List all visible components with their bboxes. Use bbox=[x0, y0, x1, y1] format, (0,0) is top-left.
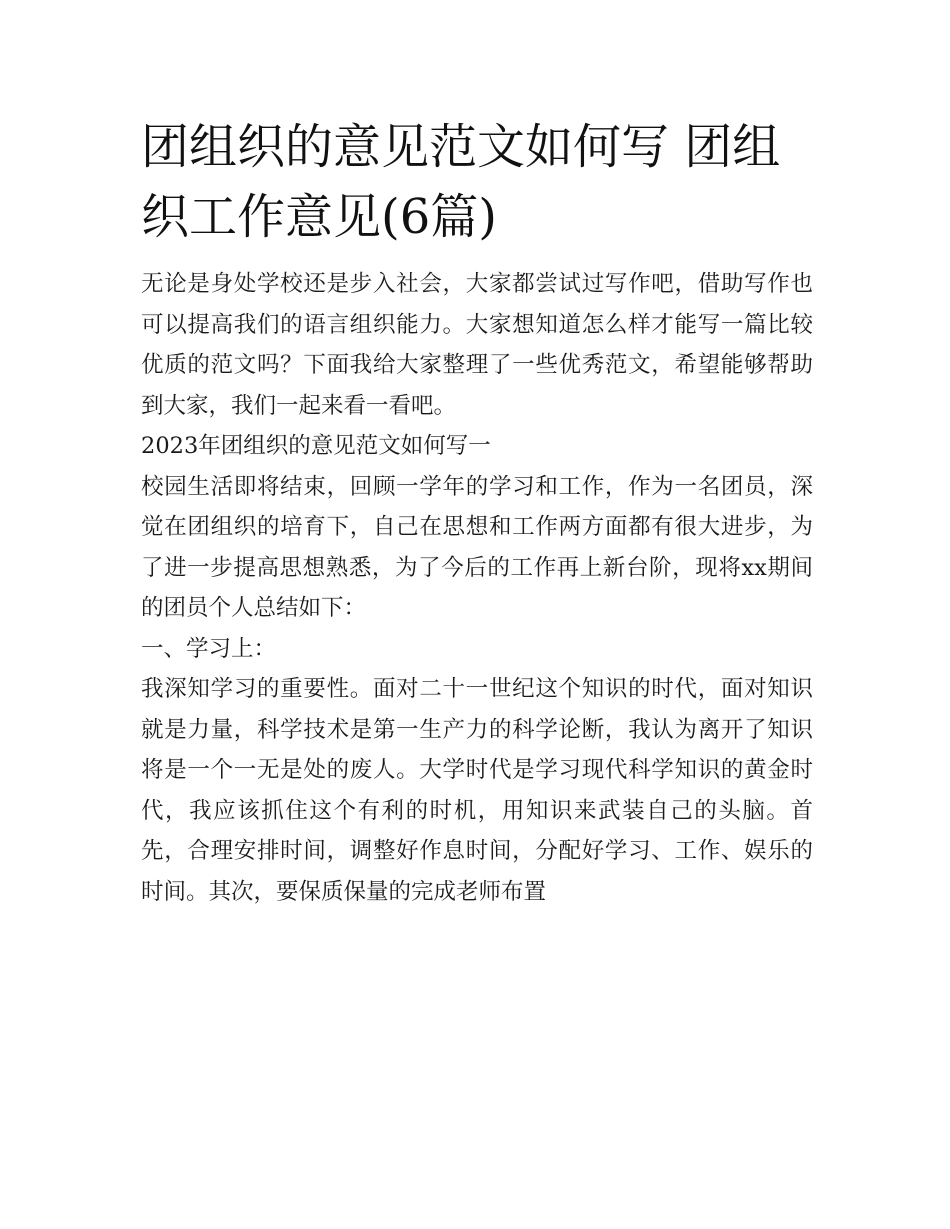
intro-paragraph: 无论是身处学校还是步入社会，大家都尝试过写作吧，借助写作也可以提高我们的语言组织能力。大家想知道怎么样才能写一篇比较优质的范文吗？下面我给大家整理了一些优秀范文，希望能够帮助到大家，我们一起来看一看吧。 bbox=[141, 271, 813, 419]
subsection-heading: 一、学习上： bbox=[141, 635, 277, 662]
document-page bbox=[141, 112, 813, 912]
body-paragraph: 校园生活即将结束，回顾一学年的学习和工作，作为一名团员，深觉在团组织的培育下，自己在思想和工作两方面都有很大进步，为了进一步提高思想熟悉，为了今后的工作再上新台阶，现将xx期间的团员个人总结如下： bbox=[141, 473, 813, 621]
document-title: 团组织的意见范文如何写 团组织工作意见(6篇) bbox=[141, 119, 781, 245]
section-heading: 2023年团组织的意见范文如何写一 bbox=[141, 433, 491, 459]
document-body bbox=[141, 264, 813, 912]
body-paragraph: 我深知学习的重要性。面对二十一世纪这个知识的时代，面对知识就是力量，科学技术是第一生产力的科学论断，我认为离开了知识将是一个一无是处的废人。大学时代是学习现代科学知识的黄金时代，我应该抓住这个有利的时机，用知识来武装自己的头脑。首先，合理安排时间，调整好作息时间，分配好学习、工作、娱乐的时间。其次，要保质保量的完成老师布置 bbox=[141, 676, 813, 905]
